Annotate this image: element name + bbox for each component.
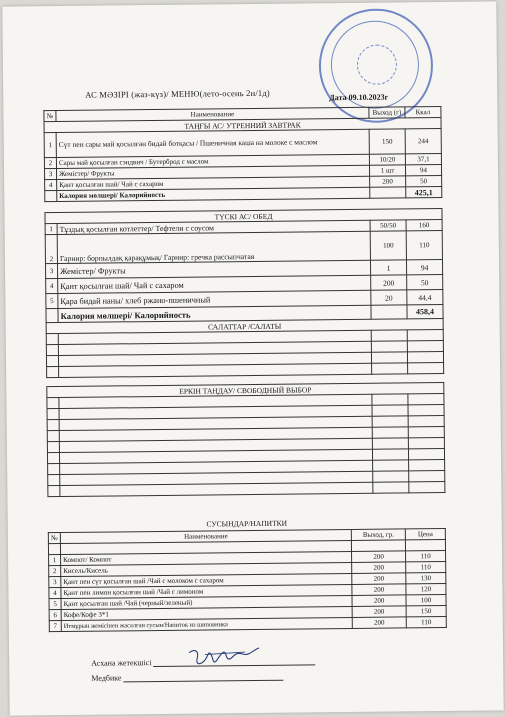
total-label: Калория мөлшері/ Калорийность bbox=[58, 305, 371, 322]
drink-name: Кисель/Кисель bbox=[61, 562, 352, 576]
table-row: 1 Сүт пен сары май қосылған бидай ботқасы / Пшеничная каша на молоке с маслом 150 244 bbox=[44, 129, 441, 158]
col-kcal: Ккал bbox=[405, 107, 441, 118]
table-row: 7 Итмұрын жемісінен жасалған сусын/Напиток из шиповника 200 110 bbox=[49, 616, 446, 631]
handwritten-signature bbox=[185, 644, 265, 671]
free-choice-section-title: ЕРКІН ТАҢДАУ/ СВОБОДНЫЙ ВЫБОР bbox=[47, 383, 444, 398]
drink-name: Кофе/Кофе 3*1 bbox=[61, 606, 352, 620]
table-row: 1 Компот/ Компот 200 110 bbox=[49, 550, 446, 565]
menu-title: АС МӘЗІРІ (жаз-күз)/ МЕНЮ(лето-осень 2н/1д) bbox=[85, 87, 270, 100]
table-row: 2 Гарнир: борпылдақ қарақұмық/ Гарнир: гречка рассыпчатая 100 110 bbox=[45, 231, 442, 264]
table-row: 1 Тұздық қосылған котлеттер/ Тефтели с соусом 50/50 160 bbox=[45, 220, 442, 235]
dish-name: Қант қосылған шай/ Чай с сахаром bbox=[57, 176, 370, 190]
menu-date: Дата 09.10.2023г bbox=[329, 92, 389, 103]
table-row: 3 Жемістер/ Фрукты 1 шт 94 bbox=[45, 165, 442, 180]
dish-name: Жемістер/ Фрукты bbox=[57, 165, 370, 179]
table-row: 3 Қант пен сүт қосылған шай /Чай с молоком с сахаром 200 130 bbox=[49, 572, 446, 587]
breakfast-total: 425,1 bbox=[406, 187, 442, 198]
lunch-total: 458,4 bbox=[407, 305, 443, 319]
col-name: Наименование bbox=[56, 107, 369, 121]
lunch-section-title: ТҮСКІ АС/ ОБЕД bbox=[45, 209, 442, 224]
total-label: Калория мөлшері/ Калорийность bbox=[57, 187, 370, 201]
col-no: № bbox=[44, 111, 56, 122]
table-row: 2 Кисель/Кисель 200 110 bbox=[49, 561, 446, 576]
dish-name: Сүт пен сары май қосылған бидай ботқасы / Пшеничная каша на молоке с маслом bbox=[56, 129, 369, 157]
dish-name: Сары май қосылған сэндвич / Бутерброд с маслом bbox=[56, 154, 369, 168]
dish-name: Қант қосылған шай/ Чай с сахаром bbox=[58, 275, 371, 293]
col-output: Выход (г) bbox=[369, 107, 405, 118]
table-row: 5 Қара бидай наны/ хлеб ржано-пшеничный 20 44,4 bbox=[46, 290, 443, 309]
dish-name: Қара бидай наны/ хлеб ржано-пшеничный bbox=[58, 290, 371, 308]
table-row: 6 Кофе/Кофе 3*1 200 150 bbox=[49, 605, 446, 620]
drink-name: Қант пен лимон қосылған шай /Чай с лимоном bbox=[61, 584, 352, 598]
table-row: 4 Қант пен лимон қосылған шай /Чай с лимоном 200 120 bbox=[49, 583, 446, 598]
drink-name: Қант қосылған шай /Чай (черный/зеленый) bbox=[61, 595, 352, 609]
breakfast-section-title: ТАҢҒЫ АС/ УТРЕННИЙ ЗАВТРАК bbox=[44, 118, 441, 133]
nurse-label: Медбике bbox=[91, 673, 122, 683]
dish-name: Жемістер/ Фрукты bbox=[57, 260, 370, 278]
table-row: 5 Қант қосылған шай /Чай (черный/зеленый) 200 100 bbox=[49, 594, 446, 609]
dish-name: Гарнир: борпылдақ қарақұмық/ Гарнир: гречка рассыпчатая bbox=[57, 231, 370, 263]
drinks-table bbox=[48, 528, 447, 632]
drink-name: Компот/ Компот bbox=[61, 551, 352, 565]
table-row: 2 Сары май қосылған сэндвич / Бутерброд с маслом 10/20 37,1 bbox=[44, 154, 441, 169]
dish-name: Тұздық қосылған котлеттер/ Тефтели с соусом bbox=[57, 220, 370, 234]
table-row: 4 Қант қосылған шай/ Чай с сахаром 200 50 bbox=[45, 176, 442, 191]
menu-sheet bbox=[2, 1, 503, 715]
table-header-row: № Наименование Выход, гр. Цена bbox=[48, 528, 445, 543]
salads-section-title: САЛАТТАР /САЛАТЫ bbox=[46, 319, 443, 334]
meals-table bbox=[43, 106, 445, 497]
drinks-section-title: СУСЫНДАР/НАПИТКИ bbox=[206, 518, 288, 529]
drink-name: Қант пен сүт қосылған шай /Чай с молоком с сахаром bbox=[61, 573, 352, 587]
table-row: 3 Жемістер/ Фрукты 1 94 bbox=[45, 260, 442, 279]
cook-label: Асхана жетекшісі bbox=[91, 658, 152, 668]
table-row: 4 Қант қосылған шай/ Чай с сахаром 200 50 bbox=[46, 275, 443, 294]
drink-name: Итмұрын жемісінен жасалған сусын/Напиток из шиповника bbox=[61, 617, 352, 631]
